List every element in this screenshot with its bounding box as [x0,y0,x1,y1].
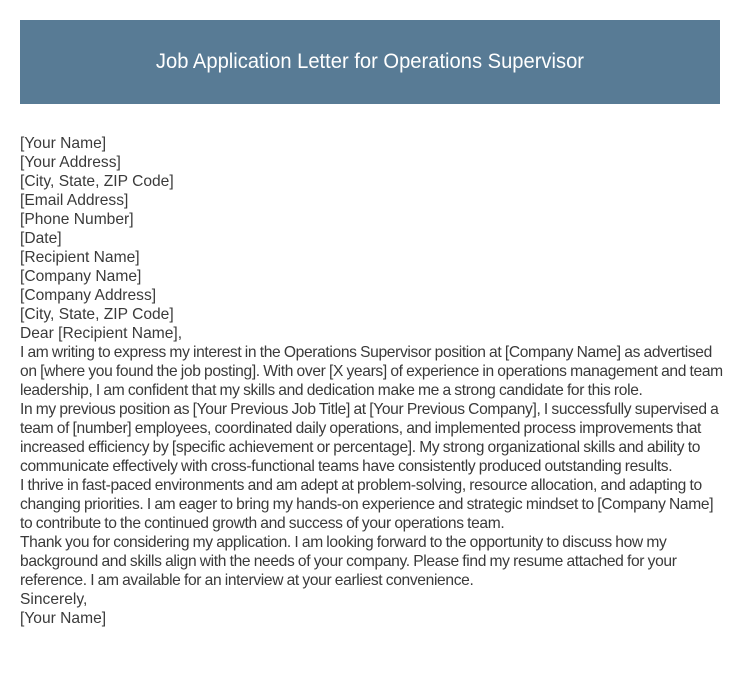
paragraph-closing: Thank you for considering my application. I am looking forward to the opportunity to discuss how my background and skills align with the needs of your company. Please find my resume attached for your reference. I am available for an interview at your earliest convenience. [20,534,677,589]
recipient-name: [Recipient Name] [20,249,140,266]
recipient-company-address: [Company Address] [20,287,157,304]
sender-city-state-zip: [City, State, ZIP Code] [20,173,174,190]
recipient-company: [Company Name] [20,268,142,285]
document-title: Job Application Letter for Operations Supervisor [155,50,585,73]
letter-body [20,134,725,628]
recipient-city-state-zip: [City, State, ZIP Code] [20,306,174,323]
sender-email: [Email Address] [20,192,129,209]
sender-name: [Your Name] [20,135,107,152]
closing: Sincerely, [20,591,88,608]
signature: [Your Name] [20,610,107,627]
sender-phone: [Phone Number] [20,211,134,228]
sender-address: [Your Address] [20,154,121,171]
paragraph-experience: In my previous position as [Your Previous Job Title] at [Your Previous Company], I successfully supervised a team of [number] employees, coordinated daily operations, and implemented process improvements that increased efficiency by [specific achievement or percentage]. My strong organizational skills and ability to communicate effectively with cross-functional teams have consistently produced outstanding results. [20,401,719,475]
paragraph-intro: I am writing to express my interest in the Operations Supervisor position at [Company Name] as advertised on [where you found the job posting]. With over [X years] of experience in operations management and team leadership, I am confident that my skills and dedication make me a strong candidate for this role. [20,344,723,399]
letter-date: [Date] [20,230,62,247]
salutation: Dear [Recipient Name], [20,325,183,342]
paragraph-skills: I thrive in fast-paced environments and am adept at problem-solving, resource allocation, and adapting to changing priorities. I am eager to bring my hands-on experience and strategic mindset to [Company Name] to contribute to the continued growth and success of your operations team. [20,477,714,532]
document-header [20,20,720,104]
